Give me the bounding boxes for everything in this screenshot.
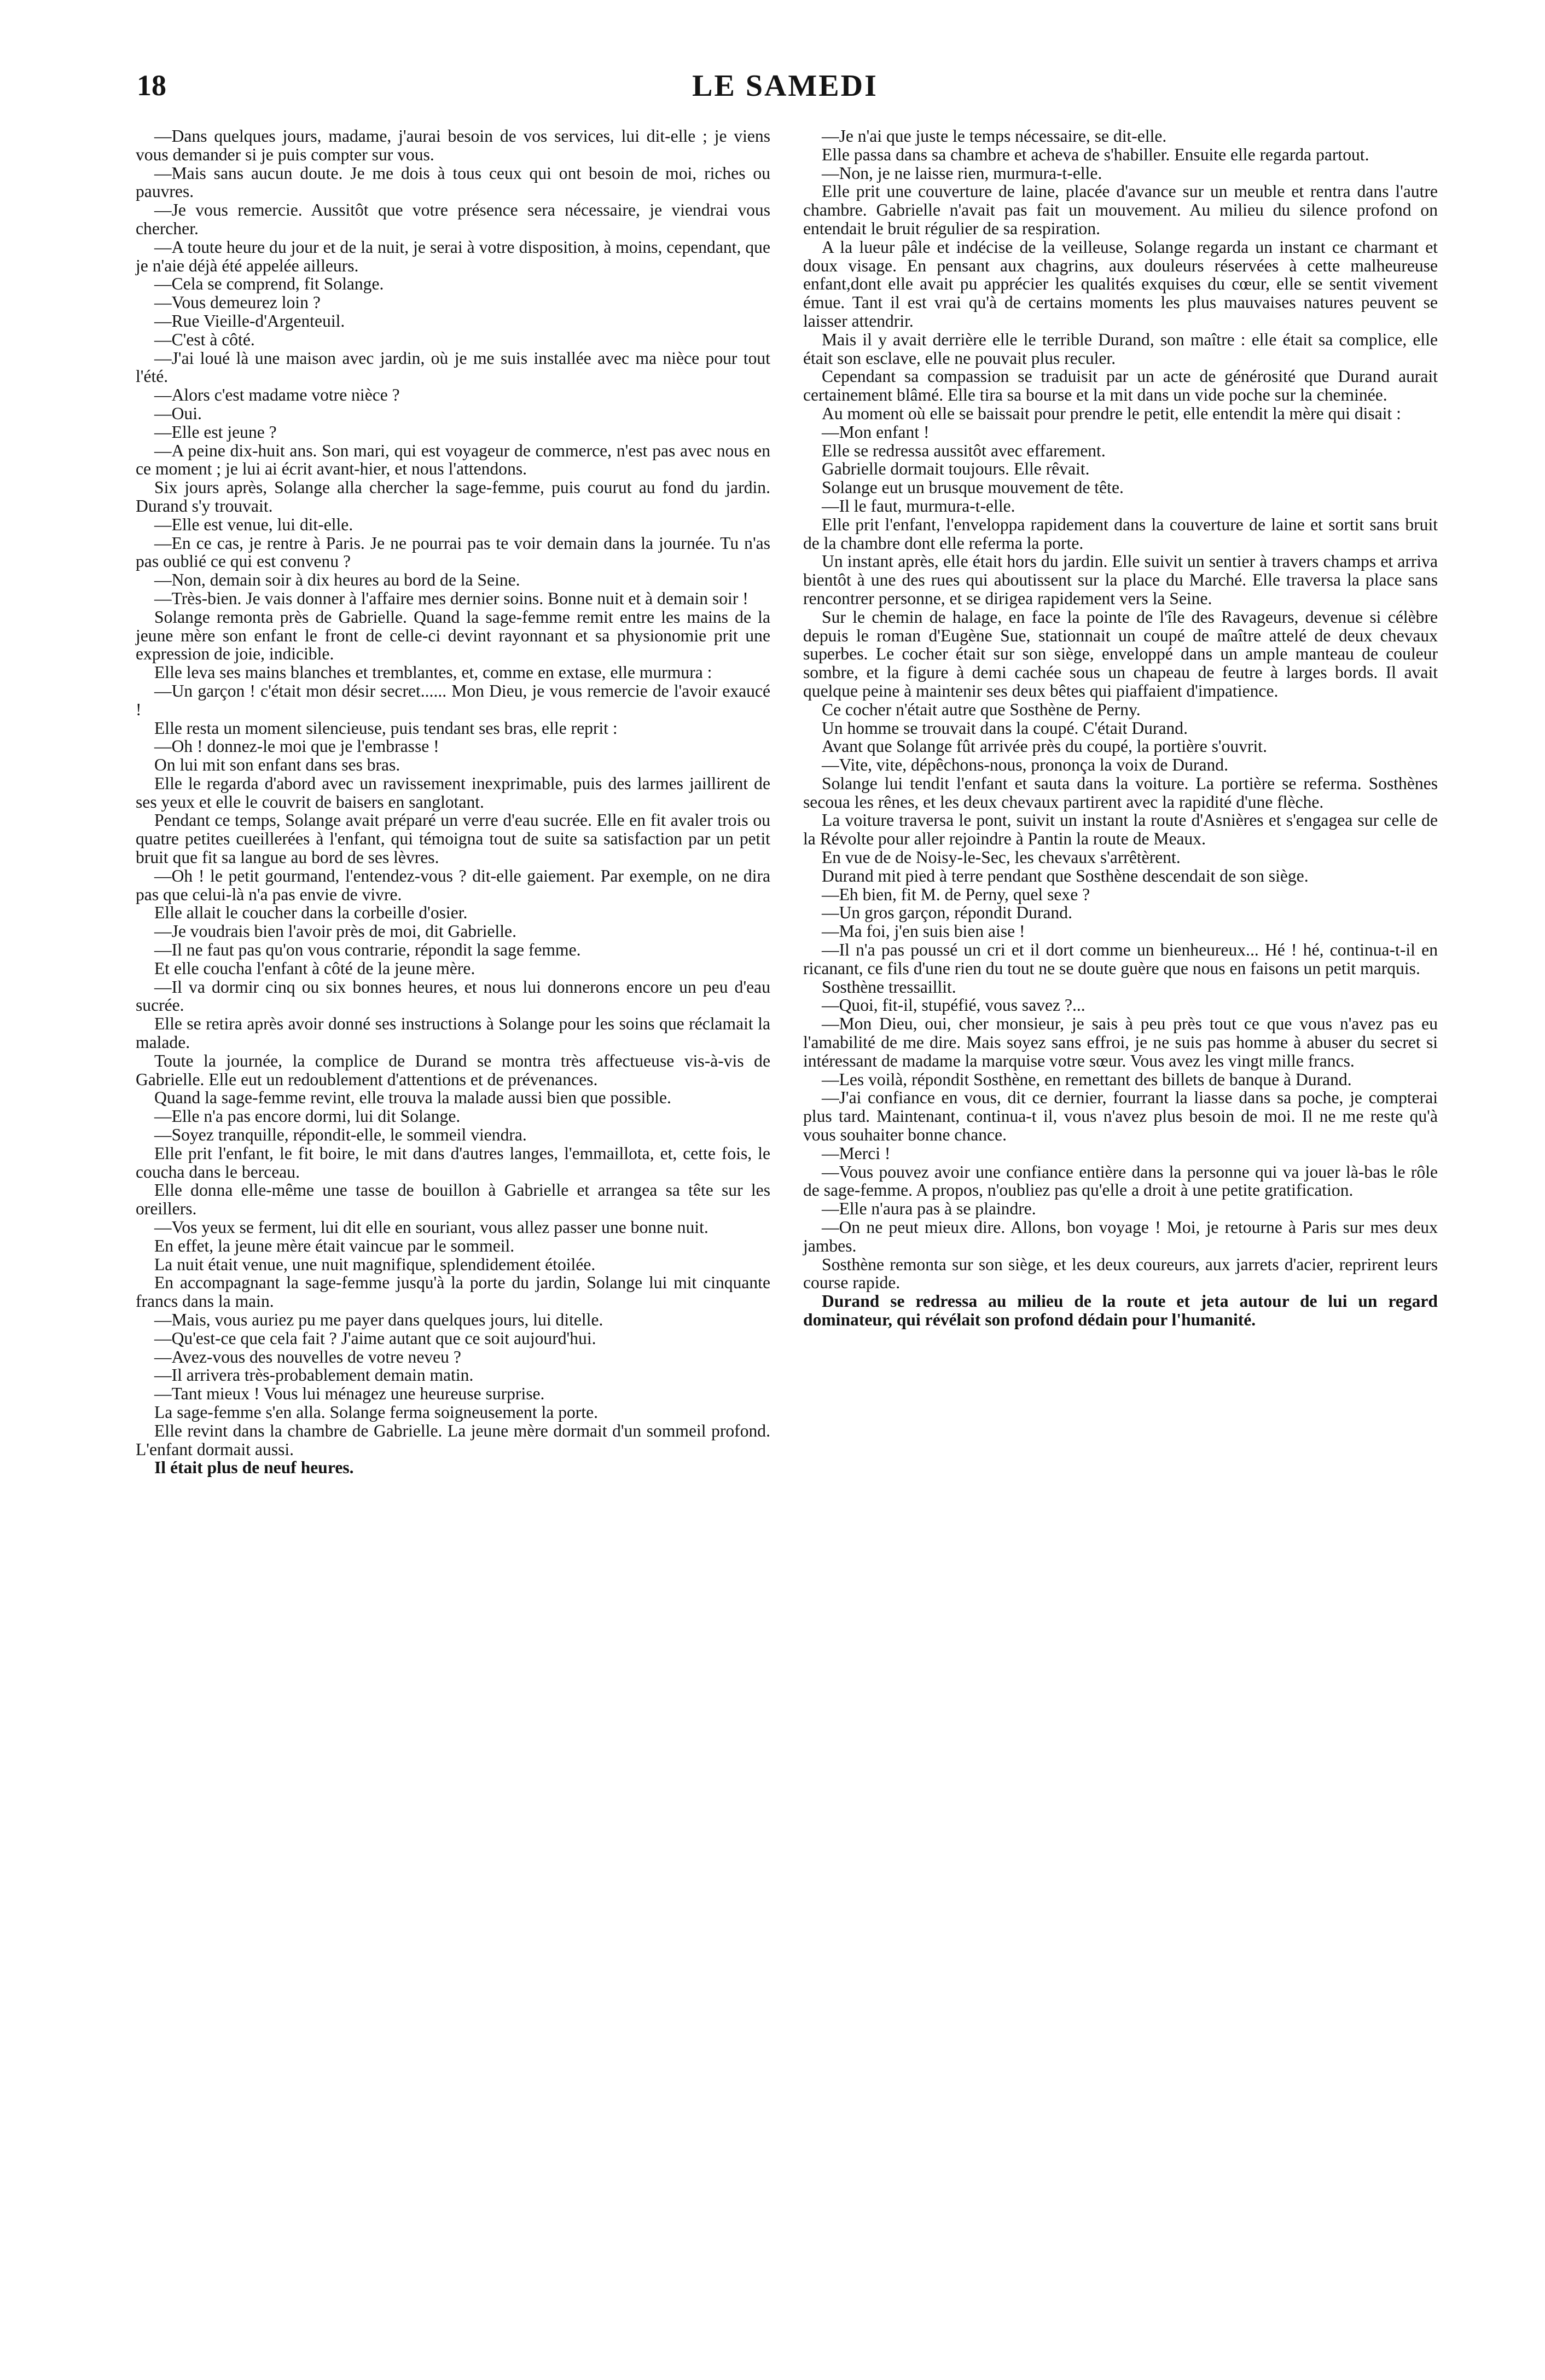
paragraph: Quand la sage-femme revint, elle trouva la malade aussi bien que possible.: [154, 1088, 671, 1108]
paragraph: Cependant sa compassion se traduisit par un acte de générosité que Durand aurait certainement blâmé. Elle tira sa bourse et la mit dans un vide poche sur la cheminée.: [803, 367, 1438, 405]
paragraph: —Un gros garçon, répondit Durand.: [822, 903, 1073, 923]
paragraph: —Je n'ai que juste le temps nécessaire, se dit-elle.: [822, 126, 1167, 146]
paragraph: Mais il y avait derrière elle le terrible Durand, son maître : elle était sa complice, elle était son esclave, elle ne pouvait plus reculer.: [803, 329, 1438, 368]
paragraph: —Elle n'aura pas à se plaindre.: [822, 1199, 1036, 1219]
paragraph: —Elle est jeune ?: [154, 422, 277, 442]
paragraph: —Merci !: [822, 1143, 891, 1163]
paragraph: —Non, demain soir à dix heures au bord de la Seine.: [154, 570, 520, 590]
paragraph: Elle donna elle-même une tasse de bouillon à Gabrielle et arrangea sa tête sur les oreillers.: [136, 1180, 770, 1219]
paragraph: En accompagnant la sage-femme jusqu'à la porte du jardin, Solange lui mit cinquante francs dans la main.: [136, 1273, 770, 1311]
paragraph: —A peine dix-huit ans. Son mari, qui est voyageur de commerce, n'est pas avec nous en ce moment ; je lui ai écrit avant-hier, et nous l'attendons.: [136, 441, 770, 479]
running-title: LE SAMEDI: [692, 69, 878, 103]
paragraph: —Avez-vous des nouvelles de votre neveu ?: [154, 1347, 461, 1366]
paragraph: —Mon enfant !: [822, 422, 930, 442]
left-column: [136, 127, 770, 1477]
paragraph: Six jours après, Solange alla chercher la sage-femme, puis courut au fond du jardin. Durand s'y trouvait.: [136, 478, 770, 516]
paragraph: Elle resta un moment silencieuse, puis tendant ses bras, elle reprit :: [154, 718, 618, 738]
paragraph: —Très-bien. Je vais donner à l'affaire mes dernier soins. Bonne nuit et à demain soir !: [154, 588, 748, 608]
paragraph: —Mais, vous auriez pu me payer dans quelques jours, lui ditelle.: [154, 1310, 603, 1329]
paragraph: —Mon Dieu, oui, cher monsieur, je sais à peu près tout ce que vous n'avez pas eu l'amabilité de me dire. Mais soyez sans effroi, je ne suis pas homme à abuser du secret si intéressant de madame la marquise votre sœur. Vous avez les vingt mille francs.: [803, 1014, 1438, 1070]
paragraph: Sosthène remonta sur son siège, et les deux coureurs, aux jarrets d'acier, reprirent leurs course rapide.: [803, 1254, 1438, 1293]
paragraph: Solange lui tendit l'enfant et sauta dans la voiture. La portière se referma. Sosthènes secoua les rênes, et les deux chevaux partirent avec la rapidité d'une flèche.: [803, 773, 1438, 812]
paragraph: A la lueur pâle et indécise de la veilleuse, Solange regarda un instant ce charmant et doux visage. En pensant aux chagrins, aux douleurs réservées à cette malheureuse enfant,dont elle avait pu apprécier les qualités exquises du cœur, elle se sentit vivement émue. Tant il est vrai qu'à de certains moments les plus mauvaises natures peuvent se laisser attendrir.: [803, 237, 1438, 331]
paragraph: Durand se redressa au milieu de la route et jeta autour de lui un regard dominateur, qui révélait son profond dédain pour l'humanité.: [803, 1292, 1438, 1329]
paragraph: —Qu'est-ce que cela fait ? J'aime autant que ce soit aujourd'hui.: [154, 1328, 596, 1348]
paragraph: —Je vous remercie. Aussitôt que votre présence sera nécessaire, je viendrai vous chercher.: [136, 200, 770, 238]
paragraph: Elle passa dans sa chambre et acheva de s'habiller. Ensuite elle regarda partout.: [822, 144, 1369, 164]
paragraph: Sur le chemin de halage, en face la pointe de l'île des Ravageurs, devenue si célèbre depuis le roman d'Eugène Sue, stationnait un coupé de maître attelé de deux chevaux superbes. Le cocher était sur son siège, enveloppé dans un ample manteau de couleur sombre, et la figure à demi cachée sous un chapeau de feutre à larges bords. Il avait quelque peine à maintenir ses deux bêtes qui piaffaient d'impatience.: [803, 607, 1438, 700]
paragraph: —Alors c'est madame votre nièce ?: [154, 385, 400, 405]
paragraph: —Oh ! le petit gourmand, l'entendez-vous ? dit-elle gaiement. Par exemple, on ne dira pas que celui-là n'a pas envie de vivre.: [136, 866, 770, 904]
paragraph: Elle prit l'enfant, l'enveloppa rapidement dans la couverture de laine et sortit sans bruit de la chambre dont elle referma la porte.: [803, 514, 1438, 553]
page-number: 18: [137, 69, 166, 102]
paragraph: —C'est à côté.: [154, 329, 255, 349]
paragraph: —Oh ! donnez-le moi que je l'embrasse !: [154, 737, 439, 756]
paragraph: —Les voilà, répondit Sosthène, en remettant des billets de banque à Durand.: [822, 1069, 1352, 1089]
page-header: [137, 68, 1433, 112]
paragraph: —Ma foi, j'en suis bien aise !: [822, 922, 1025, 941]
paragraph: Elle le regarda d'abord avec un ravissement inexprimable, puis des larmes jaillirent de ses yeux et elle le couvrit de baisers en sanglotant.: [136, 773, 770, 812]
paragraph: Un homme se trouvait dans la coupé. C'était Durand.: [822, 718, 1188, 738]
paragraph: Pendant ce temps, Solange avait préparé un verre d'eau sucrée. Elle en fit avaler trois ou quatre petites cueillerées à l'enfant, qui témoigna tout de suite sa satisfaction par un petit bruit que fit sa langue au bord de ses lèvres.: [136, 810, 770, 867]
paragraph: —Quoi, fit-il, stupéfié, vous savez ?...: [822, 995, 1085, 1015]
paragraph: —Il ne faut pas qu'on vous contrarie, répondit la sage femme.: [154, 940, 581, 960]
paragraph: Toute la journée, la complice de Durand se montra très affectueuse vis-à-vis de Gabrielle. Elle eut un redoublement d'attentions et de prévenances.: [136, 1051, 770, 1089]
paragraph: La voiture traversa le pont, suivit un instant la route d'Asnières et s'engagea sur celle de la Révolte pour aller rejoindre à Pantin la route de Meaux.: [803, 810, 1438, 849]
paragraph: —A toute heure du jour et de la nuit, je serai à votre disposition, à moins, cependant, que je n'aie déjà été appelée ailleurs.: [136, 237, 770, 275]
paragraph: Gabrielle dormait toujours. Elle rêvait.: [822, 459, 1090, 479]
paragraph: La nuit était venue, une nuit magnifique, splendidement étoilée.: [154, 1254, 596, 1274]
paragraph: —Eh bien, fit M. de Perny, quel sexe ?: [822, 884, 1090, 904]
paragraph: Durand mit pied à terre pendant que Sosthène descendait de son siège.: [822, 866, 1309, 885]
paragraph: Un instant après, elle était hors du jardin. Elle suivit un sentier à travers champs et arriva bientôt à une des rues qui aboutissent sur la place du Marché. Elle traversa la place sans rencontrer personne, et se dirigea rapidement vers la Seine.: [803, 552, 1438, 608]
paragraph: Elle prit une couverture de laine, placée d'avance sur un meuble et rentra dans l'autre chambre. Gabrielle n'avait pas fait un mouvement. Au milieu du silence profond on entendait le bruit régulier de sa respiration.: [803, 182, 1438, 238]
paragraph: Avant que Solange fût arrivée près du coupé, la portière s'ouvrit.: [822, 737, 1267, 756]
paragraph: —Il n'a pas poussé un cri et il dort comme un bienheureux... Hé ! hé, continua-t-il en ricanant, ce fils d'une rien du tout ne se doute guère que nous en faisons un petit marquis.: [803, 940, 1438, 978]
paragraph: Au moment où elle se baissait pour prendre le petit, elle entendit la mère qui disait :: [822, 403, 1401, 423]
paragraph: —Il va dormir cinq ou six bonnes heures, et nous lui donnerons encore un peu d'eau sucrée.: [136, 977, 770, 1015]
paragraph: —Rue Vieille-d'Argenteuil.: [154, 311, 345, 331]
paragraph: —Tant mieux ! Vous lui ménagez une heureuse surprise.: [154, 1384, 545, 1404]
paragraph: Elle se redressa aussitôt avec effarement.: [822, 441, 1106, 460]
paragraph: Il était plus de neuf heures.: [154, 1458, 354, 1478]
paragraph: —Oui.: [154, 403, 202, 423]
paragraph: —En ce cas, je rentre à Paris. Je ne pourrai pas te voir demain dans la journée. Tu n'as pas oublié ce qui est convenu ?: [136, 533, 770, 571]
paragraph: En effet, la jeune mère était vaincue par le sommeil.: [154, 1236, 515, 1255]
paragraph: —Mais sans aucun doute. Je me dois à tous ceux qui ont besoin de moi, riches ou pauvres.: [136, 163, 770, 201]
paragraph: —Cela se comprend, fit Solange.: [154, 274, 384, 294]
paragraph: —On ne peut mieux dire. Allons, bon voyage ! Moi, je retourne à Paris sur mes deux jambes.: [803, 1218, 1438, 1255]
paragraph: Elle leva ses mains blanches et tremblantes, et, comme en extase, elle murmura :: [154, 663, 712, 682]
paragraph: En vue de de Noisy-le-Sec, les chevaux s'arrêtèrent.: [822, 848, 1181, 867]
paragraph: —Vite, vite, dépêchons-nous, prononça la voix de Durand.: [822, 755, 1228, 775]
paragraph: Elle prit l'enfant, le fit boire, le mit dans d'autres langes, l'emmaillota, et, cette fois, le coucha dans le berceau.: [136, 1143, 770, 1182]
paragraph: —J'ai loué là une maison avec jardin, où je me suis installée avec ma nièce pour tout l'été.: [136, 348, 770, 386]
paragraph: —J'ai confiance en vous, dit ce dernier, fourrant la liasse dans sa poche, je compterai plus tard. Maintenant, continua-t il, vous n'avez plus besoin de moi. Il ne me reste qu'à vous souhaiter bonne chance.: [803, 1088, 1438, 1145]
right-column: [803, 127, 1438, 1329]
paragraph: —Non, je ne laisse rien, murmura-t-elle.: [822, 163, 1102, 183]
paragraph: —Je voudrais bien l'avoir près de moi, dit Gabrielle.: [154, 922, 516, 941]
paragraph: On lui mit son enfant dans ses bras.: [154, 755, 400, 775]
paragraph: —Vos yeux se ferment, lui dit elle en souriant, vous allez passer une bonne nuit.: [154, 1218, 708, 1237]
paragraph: —Dans quelques jours, madame, j'aurai besoin de vos services, lui dit-elle ; je viens vous demander si je puis compter sur vous.: [136, 126, 770, 164]
paragraph: Solange remonta près de Gabrielle. Quand la sage-femme remit entre les mains de la jeune mère son enfant le front de celle-ci devint rayonnant et sa physionomie prit une expression de joie, indicible.: [136, 607, 770, 664]
paragraph: Elle se retira après avoir donné ses instructions à Solange pour les soins que réclamait la malade.: [136, 1014, 770, 1052]
paragraph: Ce cocher n'était autre que Sosthène de Perny.: [822, 699, 1141, 719]
paragraph: —Elle est venue, lui dit-elle.: [154, 514, 353, 534]
paragraph: Elle allait le coucher dans la corbeille d'osier.: [154, 903, 468, 923]
paragraph: —Elle n'a pas encore dormi, lui dit Solange.: [154, 1107, 461, 1126]
paragraph: —Vous demeurez loin ?: [154, 293, 321, 312]
paragraph: —Soyez tranquille, répondit-elle, le sommeil viendra.: [154, 1125, 527, 1145]
paragraph: La sage-femme s'en alla. Solange ferma soigneusement la porte.: [154, 1402, 599, 1422]
paragraph: Sosthène tressaillit.: [822, 977, 956, 997]
paragraph: Elle revint dans la chambre de Gabrielle. La jeune mère dormait d'un sommeil profond. L'enfant dormait aussi.: [136, 1421, 770, 1459]
paragraph: —Il arrivera très-probablement demain matin.: [154, 1365, 474, 1385]
paragraph: Solange eut un brusque mouvement de tête.: [822, 478, 1124, 497]
paragraph: —Il le faut, murmura-t-elle.: [822, 496, 1015, 516]
paragraph: Et elle coucha l'enfant à côté de la jeune mère.: [154, 958, 475, 978]
paragraph: —Un garçon ! c'était mon désir secret...... Mon Dieu, je vous remercie de l'avoir exaucé !: [136, 681, 770, 719]
paragraph: —Vous pouvez avoir une confiance entière dans la personne qui va jouer là-bas le rôle de sage-femme. A propos, n'oubliez pas qu'elle a droit à une petite gratification.: [803, 1162, 1438, 1200]
